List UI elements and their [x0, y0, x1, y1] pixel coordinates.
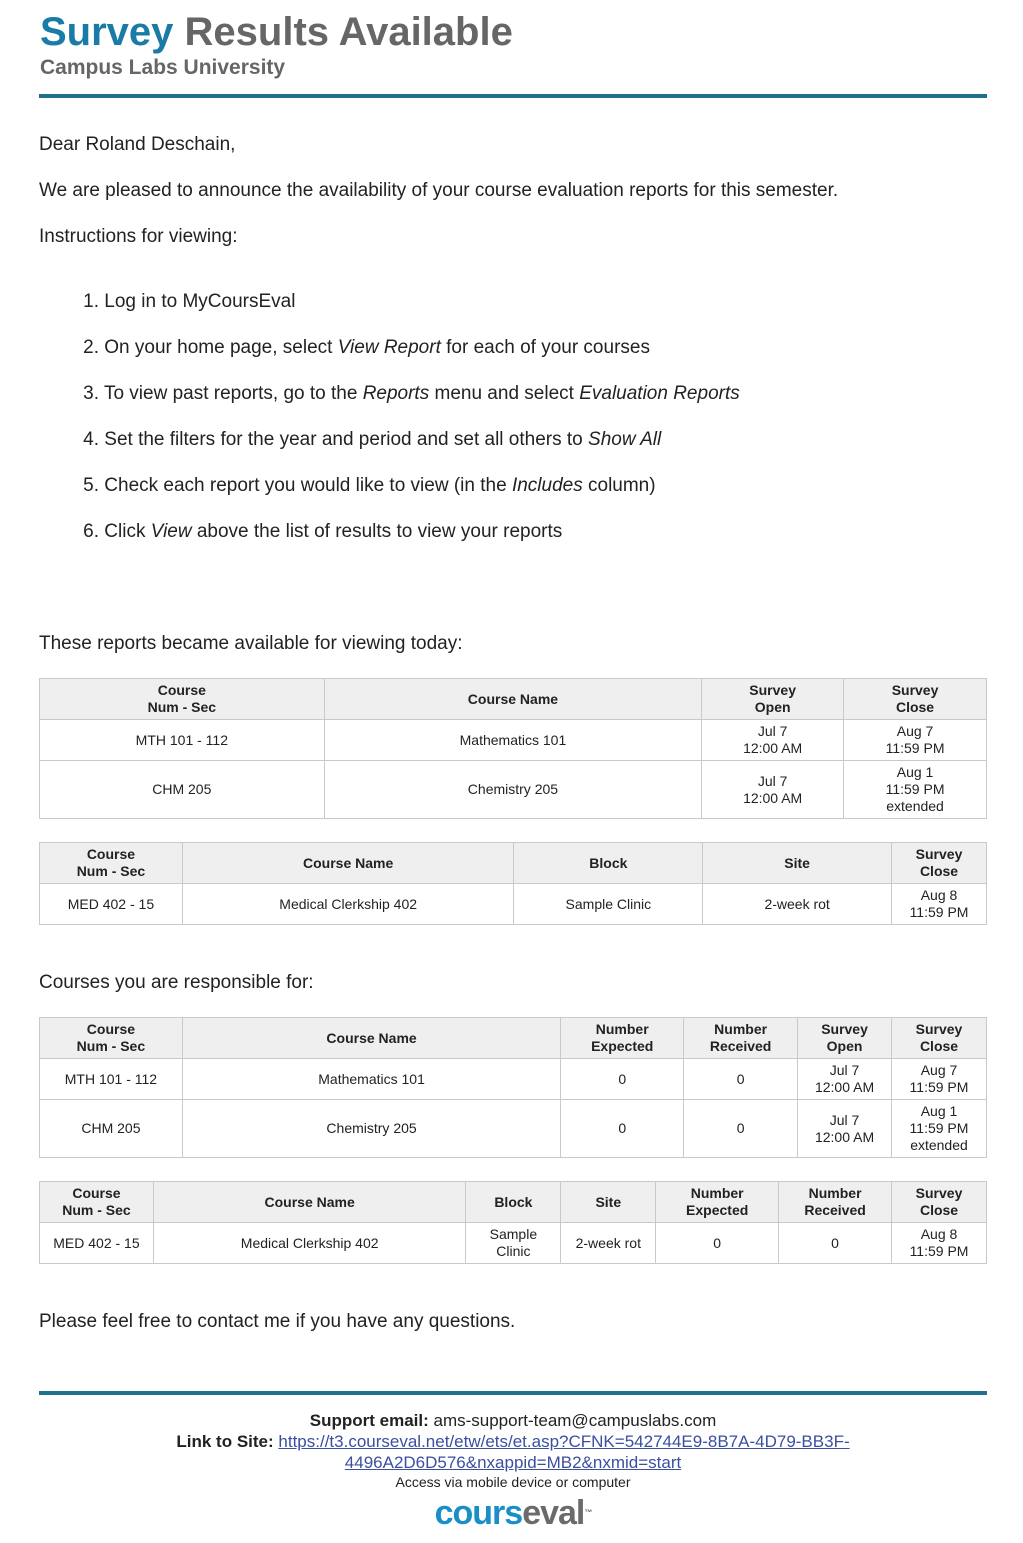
table-row — [40, 761, 987, 819]
support-label: Support email: — [309, 1411, 429, 1430]
column-header: Number Expected — [656, 1182, 779, 1223]
column-header: Survey Close — [892, 1182, 987, 1223]
table-cell: Aug 8 11:59 PM — [892, 884, 987, 925]
table-cell: Aug 1 11:59 PM extended — [892, 1100, 987, 1158]
institution-name: Campus Labs University — [40, 56, 286, 79]
column-header: Survey Close — [892, 1018, 987, 1059]
list-item: 1. Log in to MyCoursEval — [83, 291, 296, 312]
support-email: ams-support-team@campuslabs.com — [433, 1411, 717, 1430]
footer-divider — [39, 1391, 987, 1395]
table-cell: MED 402 - 15 — [40, 1223, 154, 1264]
table-cell: Chemistry 205 — [324, 761, 702, 819]
column-header: Survey Open — [798, 1018, 892, 1059]
footer — [39, 1410, 987, 1531]
instruction-steps — [39, 290, 740, 566]
table-cell: Sample Clinic — [514, 884, 703, 925]
site-link-line — [39, 1431, 987, 1473]
column-header: Block — [466, 1182, 561, 1223]
table-cell: 0 — [561, 1100, 684, 1158]
table-cell: Jul 7 12:00 AM — [702, 720, 844, 761]
header-divider — [39, 94, 987, 98]
table-cell: MTH 101 - 112 — [40, 720, 325, 761]
column-header: Survey Close — [844, 679, 987, 720]
column-header: Course Num - Sec — [40, 1182, 154, 1223]
column-header: Block — [514, 843, 703, 884]
table-cell: CHM 205 — [40, 761, 325, 819]
list-item: 4. Set the filters for the year and period and set all others to Show All — [83, 429, 662, 450]
site-link[interactable]: https://t3.courseval.net/etw/ets/et.asp?CFNK=542744E9-8B7A-4D79-BB3F- 4496A2D6D576&nxappid=MB2&nxmid=start — [278, 1432, 850, 1472]
table-cell: Jul 7 12:00 AM — [702, 761, 844, 819]
table-row — [40, 884, 987, 925]
page-title — [40, 10, 513, 54]
greeting: Dear Roland Deschain, — [39, 134, 236, 155]
support-line — [39, 1410, 987, 1431]
table-cell: Jul 7 12:00 AM — [798, 1100, 892, 1158]
column-header: Number Received — [684, 1018, 798, 1059]
column-header: Course Num - Sec — [40, 1018, 183, 1059]
table-cell: Jul 7 12:00 AM — [798, 1059, 892, 1100]
table-cell: Chemistry 205 — [182, 1100, 560, 1158]
column-header: Course Num - Sec — [40, 679, 325, 720]
column-header: Number Received — [779, 1182, 892, 1223]
intro-text: We are pleased to announce the availability of your course evaluation reports for this semester. — [39, 180, 839, 201]
column-header: Course Name — [153, 1182, 466, 1223]
table-cell: MTH 101 - 112 — [40, 1059, 183, 1100]
list-item: 6. Click View above the list of results to view your reports — [83, 521, 563, 542]
table-cell: Aug 8 11:59 PM — [892, 1223, 987, 1264]
column-header: Course Name — [324, 679, 702, 720]
instructions-label: Instructions for viewing: — [39, 226, 238, 247]
list-item: 3. To view past reports, go to the Reports menu and select Evaluation Reports — [83, 383, 740, 404]
table-row — [40, 1223, 987, 1264]
responsible-courses-label: Courses you are responsible for: — [39, 972, 314, 993]
column-header: Site — [703, 843, 892, 884]
column-header: Survey Open — [702, 679, 844, 720]
table-cell: 0 — [779, 1223, 892, 1264]
table-cell: Sample Clinic — [466, 1223, 561, 1264]
table-cell: Mathematics 101 — [324, 720, 702, 761]
available-clinical-table — [39, 842, 987, 925]
table-cell: 2-week rot — [703, 884, 892, 925]
table-cell: Medical Clerkship 402 — [153, 1223, 466, 1264]
access-note: Access via mobile device or computer — [395, 1474, 631, 1490]
table-cell: 0 — [684, 1100, 798, 1158]
table-cell: 2-week rot — [561, 1223, 656, 1264]
available-courses-table — [39, 678, 987, 819]
table-cell: 0 — [684, 1059, 798, 1100]
list-item: 5. Check each report you would like to view (in the Includes column) — [83, 475, 656, 496]
closing-text: Please feel free to contact me if you have any questions. — [39, 1311, 516, 1332]
list-item: 2. On your home page, select View Report for each of your courses — [83, 337, 650, 358]
table-cell: Mathematics 101 — [182, 1059, 560, 1100]
site-link-label: Link to Site: — [176, 1432, 274, 1451]
available-reports-label: These reports became available for viewing today: — [39, 633, 463, 654]
courseval-logo: courseval™ — [434, 1494, 592, 1532]
column-header: Survey Close — [892, 843, 987, 884]
title-word-survey: Survey — [40, 10, 174, 54]
table-cell: MED 402 - 15 — [40, 884, 183, 925]
table-cell: Medical Clerkship 402 — [182, 884, 514, 925]
table-cell: Aug 7 11:59 PM — [844, 720, 987, 761]
table-cell: 0 — [656, 1223, 779, 1264]
column-header: Course Name — [182, 843, 514, 884]
table-row — [40, 720, 987, 761]
column-header: Site — [561, 1182, 656, 1223]
column-header: Course Num - Sec — [40, 843, 183, 884]
column-header: Course Name — [182, 1018, 560, 1059]
title-word-rest: Results Available — [184, 10, 513, 54]
table-row — [40, 1059, 987, 1100]
responsible-clinical-table — [39, 1181, 987, 1264]
table-cell: Aug 1 11:59 PM extended — [844, 761, 987, 819]
table-cell: CHM 205 — [40, 1100, 183, 1158]
responsible-courses-table — [39, 1017, 987, 1158]
table-cell: 0 — [561, 1059, 684, 1100]
table-cell: Aug 7 11:59 PM — [892, 1059, 987, 1100]
column-header: Number Expected — [561, 1018, 684, 1059]
table-row — [40, 1100, 987, 1158]
